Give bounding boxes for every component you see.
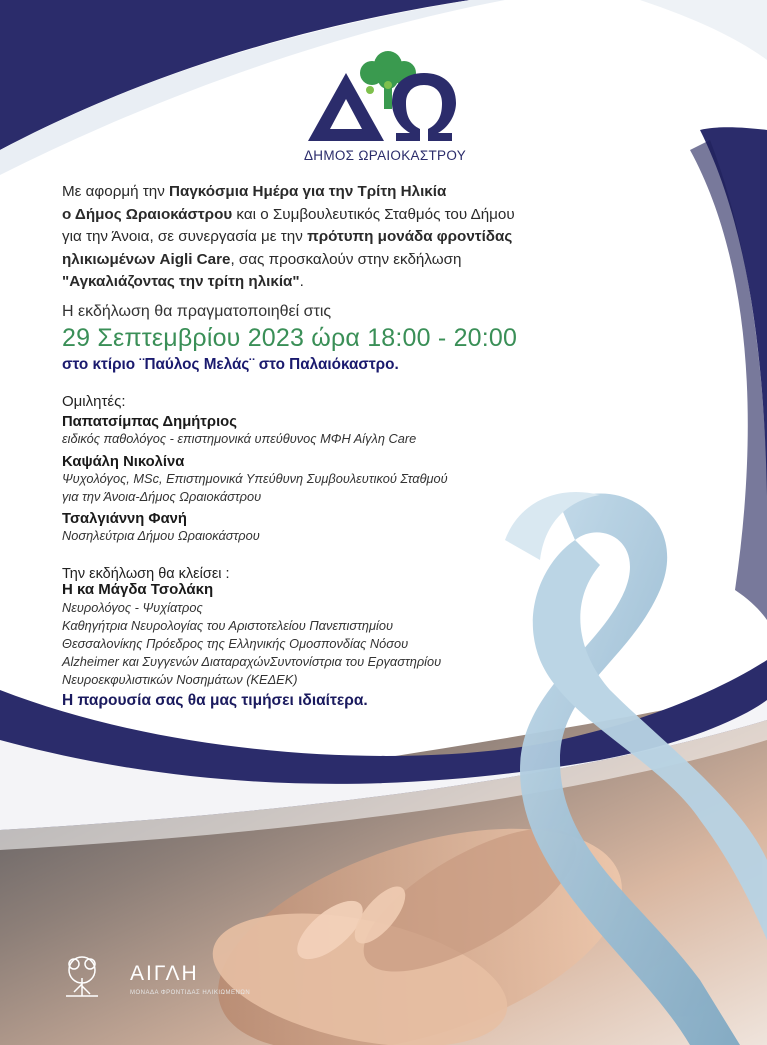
- speaker-1-name: Παπατσίμπας Δημήτριος: [62, 414, 237, 430]
- speaker-1-role: ειδικός παθολόγος - επιστημονικά υπεύθυνος ΜΦΗ Αίγλη Care: [62, 431, 417, 446]
- tree-emblem-icon: [66, 957, 98, 996]
- event-when-label: Η εκδήλωση θα πραγματοποιηθεί στις: [62, 303, 332, 320]
- speaker-3-name: Τσαλγιάννη Φανή: [62, 511, 187, 527]
- speakers-heading: Ομιλητές:: [62, 393, 126, 410]
- aigli-brand-subtitle: ΜΟΝΑΔΑ ΦΡΟΝΤΙΔΑΣ ΗΛΙΚΙΩΜΕΝΩΝ: [130, 990, 251, 996]
- intro-paragraph: Με αφορμή την Παγκόσμια Ημέρα για την Τρίτη Ηλικία ο Δήμος Ωραιοκάστρου και ο Συμβουλευτικός Σταθμός του Δήμου για την Άνοια, σε συνεργασία με την πρότυπη μονάδα φροντίδας ηλικιωμένων Aigli Care, σας προσκαλούν στην εκδήλωση "Αγκαλιάζοντας την τρίτη ηλικία".: [62, 183, 515, 290]
- closing-speaker-name: Η κα Μάγδα Τσολάκη: [62, 581, 214, 598]
- municipality-name: ΔΗΜΟΣ ΩΡΑΙΟΚΑΣΤΡΟΥ: [303, 148, 467, 163]
- closing-heading: Την εκδήλωση θα κλείσει :: [62, 566, 230, 582]
- speaker-3-role: Νοσηλεύτρια Δήμου Ωραιοκάστρου: [62, 528, 260, 543]
- event-venue: στο κτίριο ¨Παύλος Μελάς¨ στο Παλαιόκαστρο.: [62, 356, 399, 373]
- event-date-time: 29 Σεπτεμβρίου 2023 ώρα 18:00 - 20:00: [62, 324, 518, 352]
- aigli-brand-name: ΑΙΓΛΗ: [130, 962, 199, 985]
- closing-message: Η παρουσία σας θα μας τιμήσει ιδιαίτερα.: [62, 692, 368, 709]
- speaker-2-role: Ψυχολόγος, MSc, Επιστημονικά Υπεύθυνη Συμβουλευτικού Σταθμού για την Άνοια-Δήμος Ωραιοκάστρου: [62, 471, 448, 504]
- speaker-2-name: Καψάλη Νικολίνα: [62, 454, 185, 470]
- closing-speaker-role: Νευρολόγος - Ψυχίατρος Καθηγήτρια Νευρολογίας του Αριστοτελείου Πανεπιστημίου Θεσσαλονίκης Πρόεδρος της Ελληνικής Ομοσπονδίας Νόσου Alzheimer και Συγγενών ΔιαταραχώνΣυντονίστρια του Εργαστηρίου Νευροεκφυλιστικών Νοσημάτων (ΚΕΔΕΚ): [62, 600, 442, 687]
